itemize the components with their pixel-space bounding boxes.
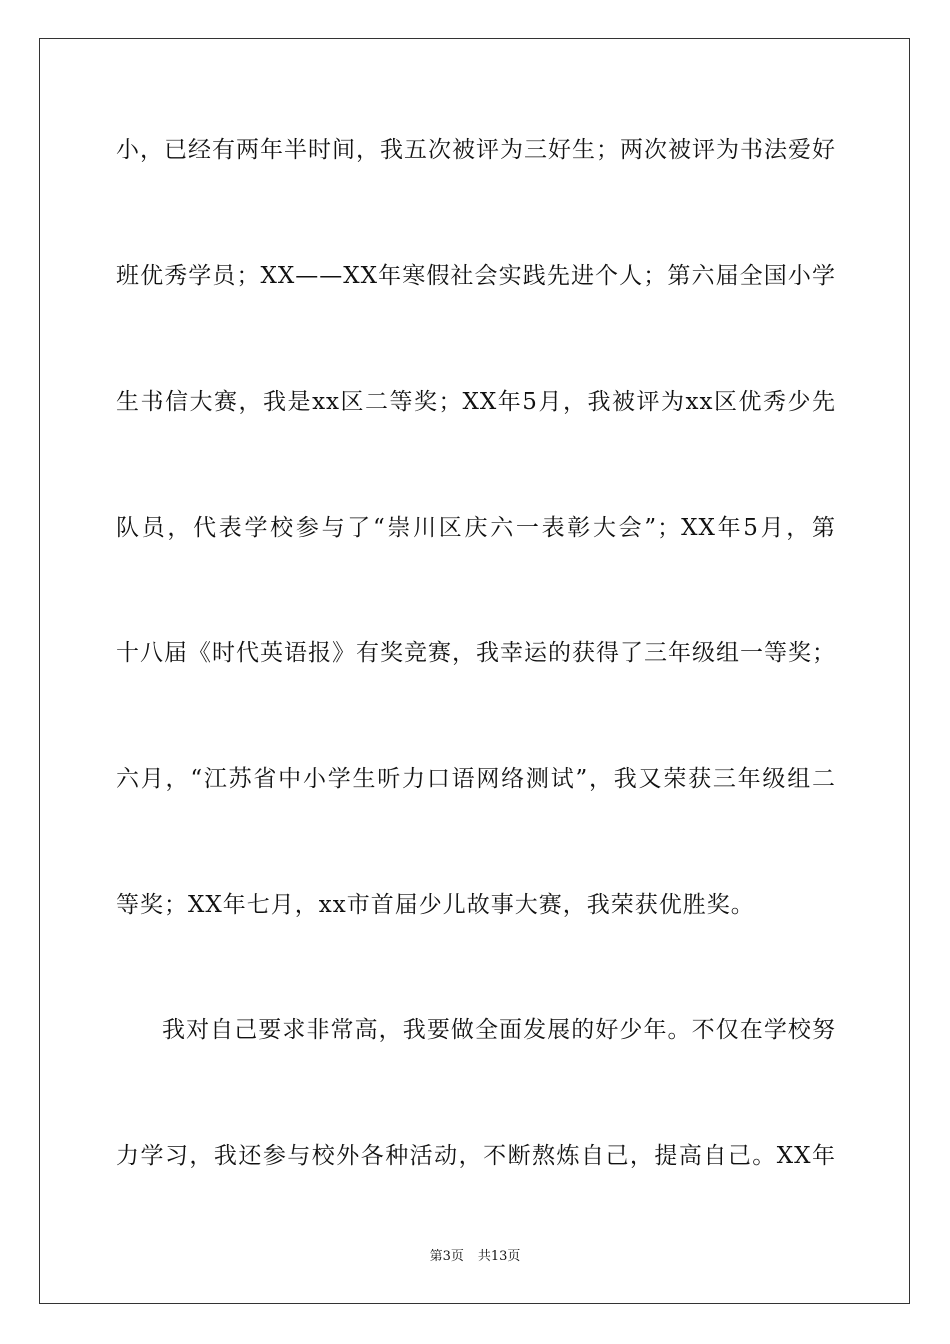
page-total: 共13页 (477, 1249, 521, 1264)
body-line: 等奖；XX年七月，xx市首届少儿故事大赛，我荣获优胜奖。 (116, 892, 755, 918)
body-line: 班优秀学员；XX——XX年寒假社会实践先进个人；第六届全国小学 (116, 263, 836, 289)
page-number: 第3页 (429, 1249, 464, 1264)
paragraph-first-line: 我对自己要求非常高，我要做全面发展的好少年。不仅在学校努 (162, 1017, 836, 1043)
page-border (39, 38, 910, 1304)
body-line: 十八届《时代英语报》有奖竞赛，我幸运的获得了三年级组一等奖； (116, 640, 836, 666)
body-line: 力学习，我还参与校外各种活动，不断熬炼自己，提高自己。XX年 (116, 1143, 836, 1169)
page-footer (0, 1248, 950, 1266)
body-line: 队员，代表学校参与了“崇川区庆六一表彰大会”；XX年5月，第 (116, 515, 836, 541)
body-line: 六月，“江苏省中小学生听力口语网络测试”，我又荣获三年级组二 (116, 766, 836, 792)
body-line: 小，已经有两年半时间，我五次被评为三好生；两次被评为书法爱好 (116, 137, 836, 163)
body-line: 生书信大赛，我是xx区二等奖；XX年5月，我被评为xx区优秀少先 (116, 389, 836, 415)
